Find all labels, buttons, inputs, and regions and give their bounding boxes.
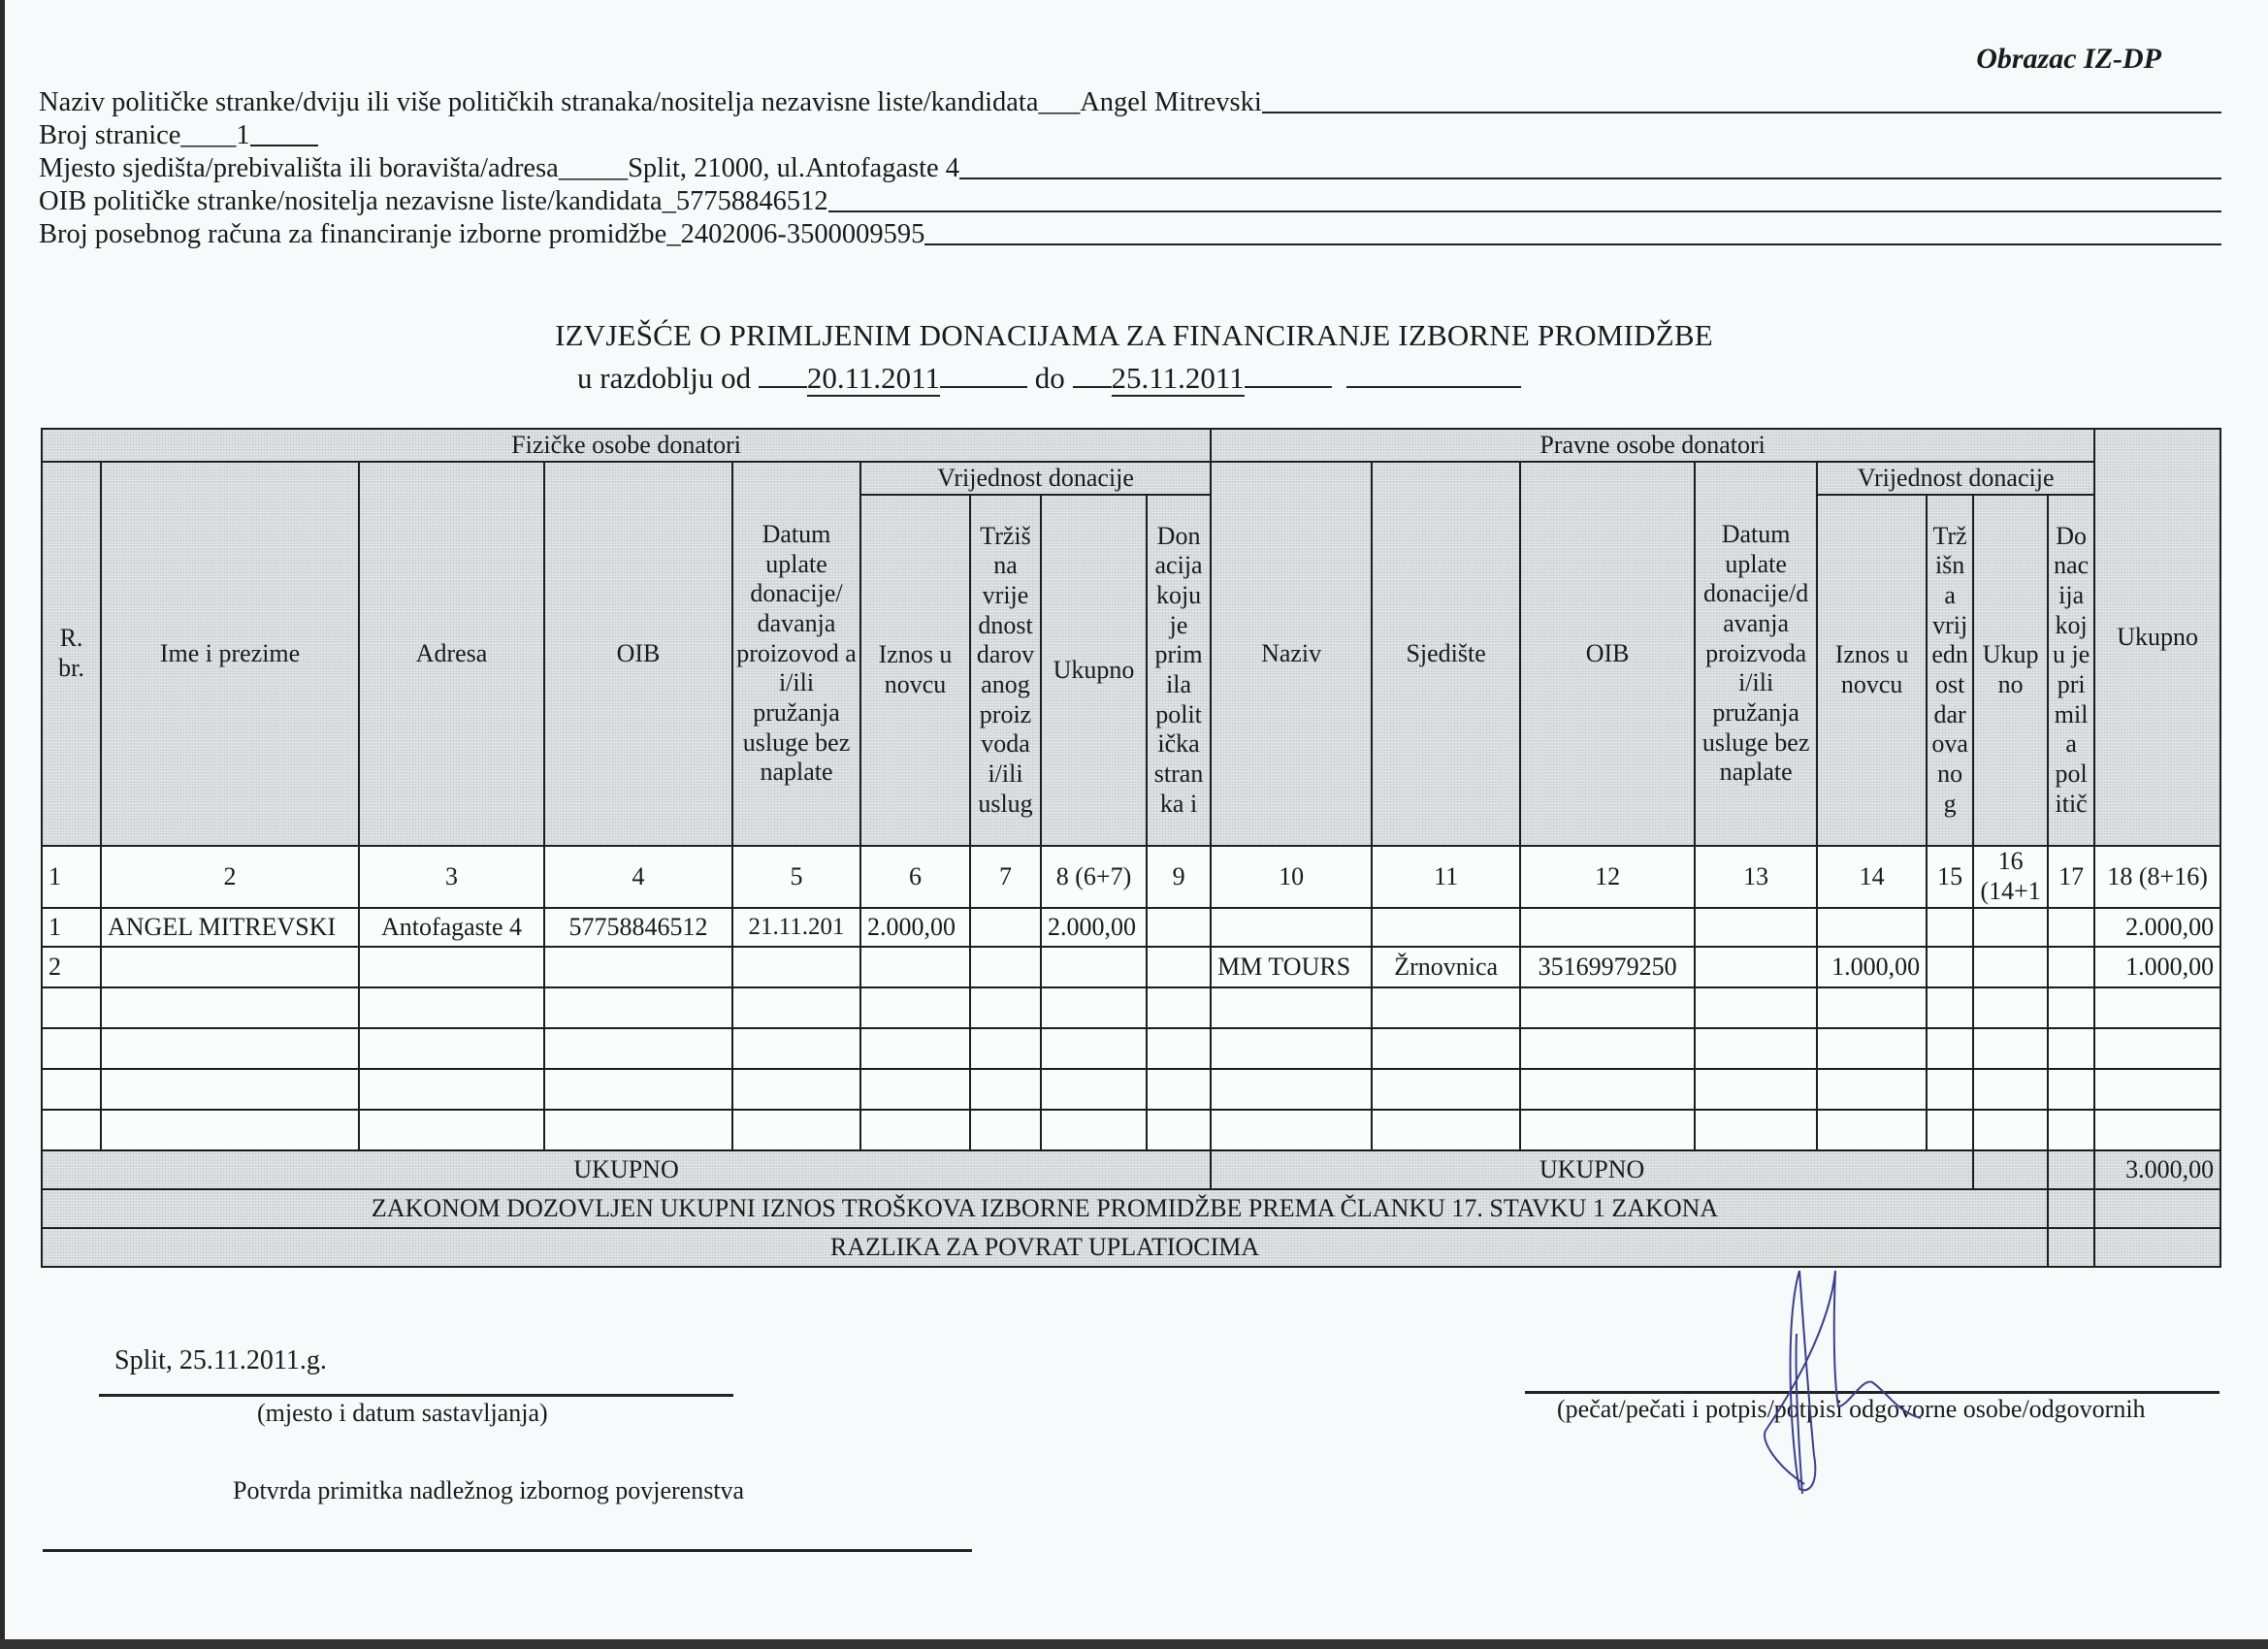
table-cell-empty[interactable]: [1817, 1069, 1927, 1110]
table-cell-empty[interactable]: [359, 1110, 544, 1150]
sum-cell: [2048, 1150, 2094, 1189]
sum-label-legal: UKUPNO: [1211, 1150, 1973, 1189]
sum-label-individuals: UKUPNO: [42, 1150, 1211, 1189]
place-date-line: [99, 1394, 733, 1397]
table-cell-empty[interactable]: [101, 1028, 359, 1069]
table-cell-empty[interactable]: [1695, 1110, 1817, 1150]
date-from[interactable]: 20.11.2011: [806, 361, 941, 395]
table-cell-empty[interactable]: [1695, 987, 1817, 1028]
table-cell-empty[interactable]: [1372, 987, 1520, 1028]
field-account: Broj posebnog računa za financiranje izborne promidžbe _ 2402006-3500009595: [39, 217, 2221, 250]
table-cell-empty[interactable]: [42, 987, 101, 1028]
table-cell-empty[interactable]: [1927, 1069, 1973, 1110]
scan-edge: [0, 0, 5, 1649]
table-cell-empty[interactable]: [544, 1028, 732, 1069]
table-cell-empty[interactable]: [732, 1110, 860, 1150]
form-code: Obrazac IZ-DP: [1976, 43, 2161, 75]
column-number: 9: [1147, 846, 1211, 908]
column-number: 8 (6+7): [1041, 846, 1147, 908]
signature-caption: (pečat/pečati i potpis/potpisi odgovorne osobe/odgovornih: [1557, 1395, 2146, 1423]
table-cell-empty[interactable]: [1520, 1069, 1695, 1110]
table-cell-empty[interactable]: [359, 1069, 544, 1110]
table-cell-empty[interactable]: [2048, 1028, 2094, 1069]
table-cell-empty[interactable]: [1817, 1110, 1927, 1150]
confirmation-label: Potvrda primitka nadležnog izbornog povjerenstva: [233, 1476, 745, 1504]
col-header-oib-legal: OIB: [1520, 462, 1695, 846]
table-cell-empty[interactable]: [1041, 987, 1147, 1028]
underline: [250, 145, 318, 146]
table-cell-empty[interactable]: [860, 987, 970, 1028]
table-cell[interactable]: 2.000,00: [860, 908, 970, 947]
table-row: [42, 908, 2220, 947]
sum-row: [42, 1150, 2220, 1189]
field-label: Broj stranice: [39, 120, 181, 150]
value-group-legal: Vrijednost donacije: [1817, 462, 2094, 495]
col-header-date: Datum uplate donacije/ davanja proizovod a i/ili pružanja usluge bez naplate: [732, 462, 860, 846]
table-cell[interactable]: ANGEL MITREVSKI: [101, 908, 359, 947]
header-fields: [39, 85, 2221, 250]
table-cell-empty[interactable]: [101, 987, 359, 1028]
table-cell-empty[interactable]: [544, 1069, 732, 1110]
table-cell-empty[interactable]: [2094, 1110, 2220, 1150]
col-header-name: Ime i prezime: [101, 462, 359, 846]
row-number[interactable]: 1: [42, 908, 101, 947]
scan-edge: [0, 1639, 2268, 1649]
table-cell-empty[interactable]: [1147, 1069, 1211, 1110]
table-cell-empty[interactable]: [544, 1110, 732, 1150]
underline: [959, 178, 2221, 179]
table-cell-empty[interactable]: [1973, 987, 2048, 1028]
table-cell-empty[interactable]: [359, 1028, 544, 1069]
table-cell-empty[interactable]: [970, 987, 1041, 1028]
table-cell[interactable]: [1927, 947, 1973, 987]
column-number: 4: [544, 846, 732, 908]
col-header-subtotal: Ukupno: [1041, 495, 1147, 846]
report-title: IZVJEŠĆE O PRIMLJENIM DONACIJAMA ZA FINANCIRANJE IZBORNE PROMIDŽBE: [555, 318, 1713, 352]
field-label: Mjesto sjedišta/prebivališta ili boravišta/adresa: [39, 153, 559, 183]
table-cell[interactable]: 2.000,00: [2094, 908, 2220, 947]
table-cell-empty[interactable]: [42, 1069, 101, 1110]
row-number[interactable]: 2: [42, 947, 101, 987]
col-header-cash: Iznos u novcu: [860, 495, 970, 846]
table-cell-empty[interactable]: [1927, 987, 1973, 1028]
table-cell-empty[interactable]: [1927, 1028, 1973, 1069]
table-cell-empty[interactable]: [1211, 987, 1372, 1028]
col-header-subtotal-legal: Ukup no: [1973, 495, 2048, 846]
table-cell[interactable]: [101, 947, 359, 987]
place-date-caption: (mjesto i datum sastavljanja): [257, 1399, 548, 1427]
table-row-empty: [42, 1110, 2220, 1150]
legal-limit-row: [42, 1189, 2220, 1228]
table-cell[interactable]: 21.11.201: [732, 908, 860, 947]
table-cell[interactable]: [1211, 908, 1372, 947]
field-label: Broj posebnog računa za financiranje izborne promidžbe: [39, 219, 667, 249]
underline: [828, 210, 2221, 212]
table-cell-empty[interactable]: [1520, 987, 1695, 1028]
table-cell[interactable]: [1041, 947, 1147, 987]
column-number: 2: [101, 846, 359, 908]
column-number: 17: [2048, 846, 2094, 908]
table-cell-empty[interactable]: [2094, 1069, 2220, 1110]
column-number: 14: [1817, 846, 1927, 908]
table-cell-empty[interactable]: [1372, 1110, 1520, 1150]
field-value[interactable]: Split, 21000, ul.Antofagaste 4: [628, 153, 960, 183]
table-cell-empty[interactable]: [1817, 1028, 1927, 1069]
table-cell-empty[interactable]: [1041, 1110, 1147, 1150]
table-cell-empty[interactable]: [2094, 1028, 2220, 1069]
table-row-empty: [42, 1069, 2220, 1110]
table-cell-empty[interactable]: [1211, 1110, 1372, 1150]
column-number: 11: [1372, 846, 1520, 908]
field-label: Naziv političke stranke/dviju ili više političkih stranaka/nositelja nezavisne liste/kandidata: [39, 87, 1039, 117]
table-cell[interactable]: 2.000,00: [1041, 908, 1147, 947]
date-to[interactable]: 25.11.2011: [1111, 361, 1245, 395]
table-cell[interactable]: [1973, 947, 2048, 987]
table-cell-empty[interactable]: [970, 1110, 1041, 1150]
column-number: 6: [860, 846, 970, 908]
table-cell-empty[interactable]: [1372, 1028, 1520, 1069]
value-group-individuals: Vrijednost donacije: [860, 462, 1211, 495]
table-row-empty: [42, 1028, 2220, 1069]
table-cell[interactable]: [860, 947, 970, 987]
table-cell-empty[interactable]: [1817, 987, 1927, 1028]
table-cell-empty[interactable]: [101, 1069, 359, 1110]
table-cell-empty[interactable]: [1973, 1110, 2048, 1150]
col-header-seat: Sjedište: [1372, 462, 1520, 846]
column-number: 10: [1211, 846, 1372, 908]
column-number: 5: [732, 846, 860, 908]
column-number: 12: [1520, 846, 1695, 908]
table-cell-empty[interactable]: [860, 1069, 970, 1110]
report-period: [577, 361, 1521, 396]
table-cell[interactable]: [970, 947, 1041, 987]
field-label: OIB političke stranke/nositelja nezavisne liste/kandidata: [39, 186, 663, 216]
table-cell-empty[interactable]: [2048, 987, 2094, 1028]
col-header-party-donation: Don acija koju je prim ila polit ička stran ka i: [1147, 495, 1211, 846]
table-cell[interactable]: [970, 908, 1041, 947]
field-value[interactable]: 2402006-3500009595: [680, 219, 925, 249]
table-cell-empty[interactable]: [970, 1028, 1041, 1069]
table-cell-empty[interactable]: [732, 1028, 860, 1069]
confirmation-line: [43, 1549, 972, 1552]
table-row: [42, 947, 2220, 987]
table-cell[interactable]: [544, 947, 732, 987]
handwritten-signature: [1630, 1261, 1998, 1504]
column-number: 13: [1695, 846, 1817, 908]
table-cell[interactable]: [1927, 908, 1973, 947]
field-page-number: Broj stranice ____ 1: [39, 118, 2221, 151]
table-cell[interactable]: [1695, 947, 1817, 987]
table-cell[interactable]: 35169979250: [1520, 947, 1695, 987]
col-header-oib: OIB: [544, 462, 732, 846]
table-cell[interactable]: [1520, 908, 1695, 947]
field-party-name: Naziv političke stranke/dviju ili više političkih stranaka/nositelja nezavisne liste/kandidata ___ Angel Mitrevski: [39, 85, 2221, 118]
table-cell-empty[interactable]: [2094, 987, 2220, 1028]
table-cell-empty[interactable]: [732, 1069, 860, 1110]
underline: [924, 243, 2221, 245]
col-header-date-legal: Datum uplate donacije/d avanja proizvoda i/ili pružanja usluge bez naplate: [1695, 462, 1817, 846]
period-mid: do: [1034, 361, 1065, 395]
table-cell[interactable]: 1.000,00: [2094, 947, 2220, 987]
refund-cell: [2048, 1228, 2094, 1267]
table-cell[interactable]: [2048, 908, 2094, 947]
col-header-market-value-legal: Trž išn a vrij edn ost dar ova no g: [1927, 495, 1973, 846]
col-header-party-donation-legal: Do nac ija koj u je pri mil a pol itič: [2048, 495, 2094, 846]
table-cell[interactable]: [1147, 908, 1211, 947]
table-cell-empty[interactable]: [42, 1110, 101, 1150]
table-cell[interactable]: [732, 947, 860, 987]
table-cell-empty[interactable]: [42, 1028, 101, 1069]
field-oib: OIB političke stranke/nositelja nezavisne liste/kandidata _ 57758846512: [39, 184, 2221, 217]
table-row-empty: [42, 987, 2220, 1028]
col-header-naziv: Naziv: [1211, 462, 1372, 846]
col-header-cash-legal: Iznos u novcu: [1817, 495, 1927, 846]
table-cell[interactable]: [2048, 947, 2094, 987]
table-cell[interactable]: [1147, 947, 1211, 987]
col-header-rbr: R. br.: [42, 462, 101, 846]
table-cell-empty[interactable]: [1147, 1110, 1211, 1150]
table-cell-empty[interactable]: [860, 1028, 970, 1069]
column-number: 7: [970, 846, 1041, 908]
field-value[interactable]: 1: [236, 120, 250, 150]
legal-limit-label: ZAKONOM DOZOVLJEN UKUPNI IZNOS TROŠKOVA IZBORNE PROMIDŽBE PREMA ČLANKU 17. STAVKU 1 ZAKONA: [42, 1189, 2048, 1228]
table-cell-empty[interactable]: [1520, 1028, 1695, 1069]
column-number: 15: [1927, 846, 1973, 908]
sum-cell: [1973, 1150, 2048, 1189]
underline: [1262, 112, 2221, 113]
table-cell-empty[interactable]: [1372, 1069, 1520, 1110]
column-number: 3: [359, 846, 544, 908]
table-cell-empty[interactable]: [732, 987, 860, 1028]
table-cell-empty[interactable]: [1147, 1028, 1211, 1069]
table-cell-empty[interactable]: [860, 1110, 970, 1150]
table-cell-empty[interactable]: [1041, 1028, 1147, 1069]
refund-label: RAZLIKA ZA POVRAT UPLATIOCIMA: [42, 1228, 2048, 1267]
table-cell[interactable]: Antofagaste 4: [359, 908, 544, 947]
place-date: Split, 25.11.2011.g.: [114, 1345, 327, 1375]
refund-value: [2094, 1228, 2220, 1267]
field-value[interactable]: Angel Mitrevski: [1080, 87, 1262, 117]
table-cell-empty[interactable]: [1211, 1069, 1372, 1110]
table-cell-empty[interactable]: [101, 1110, 359, 1150]
table-cell-empty[interactable]: [2048, 1110, 2094, 1150]
group-individuals: Fizičke osobe donatori: [42, 429, 1211, 462]
table-cell-empty[interactable]: [1211, 1028, 1372, 1069]
table-cell-empty[interactable]: [544, 987, 732, 1028]
field-address: Mjesto sjedišta/prebivališta ili boravišta/adresa _____ Split, 21000, ul.Antofagaste 4: [39, 151, 2221, 184]
table-cell[interactable]: 57758846512: [544, 908, 732, 947]
column-number: 16 (14+1: [1973, 846, 2048, 908]
table-cell-empty[interactable]: [359, 987, 544, 1028]
table-cell[interactable]: [1372, 908, 1520, 947]
column-numbers-row: [42, 846, 2220, 908]
table-cell-empty[interactable]: [1147, 987, 1211, 1028]
donations-table: [41, 428, 2221, 1268]
table-cell[interactable]: Žrnovnica: [1372, 947, 1520, 987]
table-cell-empty[interactable]: [1520, 1110, 1695, 1150]
legal-limit-cell: [2048, 1189, 2094, 1228]
legal-limit-value: [2094, 1189, 2220, 1228]
table-cell-empty[interactable]: [1973, 1028, 2048, 1069]
table-cell[interactable]: [359, 947, 544, 987]
group-legal: Pravne osobe donatori: [1211, 429, 2094, 462]
table-cell-empty[interactable]: [1695, 1028, 1817, 1069]
column-number: 1: [42, 846, 101, 908]
sum-total: 3.000,00: [2094, 1150, 2220, 1189]
field-value[interactable]: 57758846512: [675, 186, 828, 216]
table-cell-empty[interactable]: [970, 1069, 1041, 1110]
table-cell-empty[interactable]: [1695, 1069, 1817, 1110]
table-cell-empty[interactable]: [1927, 1110, 1973, 1150]
table-cell-empty[interactable]: [1973, 1069, 2048, 1110]
period-prefix: u razdoblju od: [577, 361, 752, 395]
col-header-total: Ukupno: [2094, 429, 2220, 846]
table-cell-empty[interactable]: [1041, 1069, 1147, 1110]
table-cell[interactable]: [1817, 908, 1927, 947]
table-cell[interactable]: [1973, 908, 2048, 947]
col-header-market-value: Tržiš na vrije dnost darov anog proiz voda i/ili uslug: [970, 495, 1041, 846]
col-header-address: Adresa: [359, 462, 544, 846]
table-cell-empty[interactable]: [2048, 1069, 2094, 1110]
table-cell[interactable]: 1.000,00: [1817, 947, 1927, 987]
table-cell[interactable]: MM TOURS: [1211, 947, 1372, 987]
column-number: 18 (8+16): [2094, 846, 2220, 908]
table-cell[interactable]: [1695, 908, 1817, 947]
